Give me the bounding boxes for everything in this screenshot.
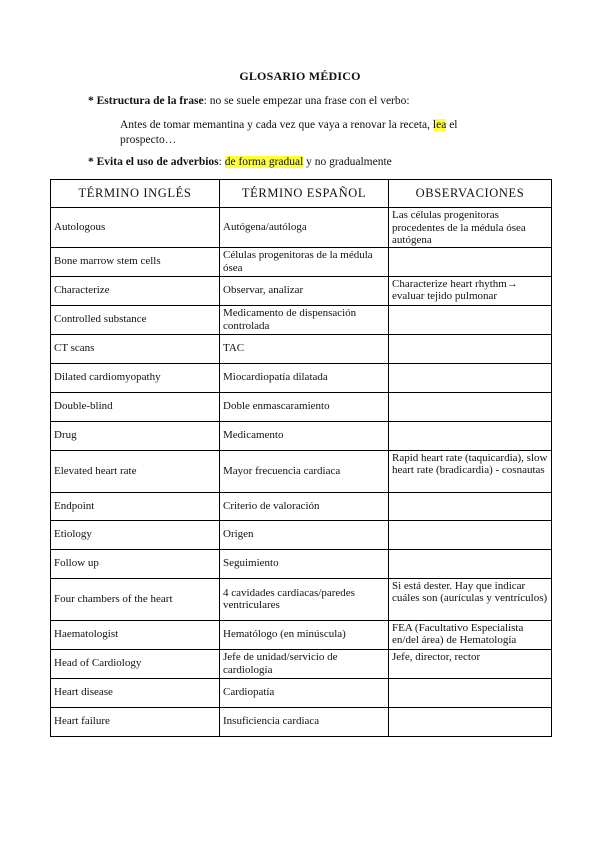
term-english-cell: CT scans bbox=[51, 334, 220, 363]
table-row bbox=[51, 276, 552, 305]
term-english-cell: Drug bbox=[51, 421, 220, 450]
table-row bbox=[51, 392, 552, 421]
term-english-cell: Haematologist bbox=[51, 620, 220, 649]
term-spanish-cell: Observar, analizar bbox=[220, 276, 389, 305]
example-highlight: lea bbox=[432, 119, 447, 131]
header-observations: OBSERVACIONES bbox=[389, 180, 552, 208]
note-label: Evita el uso de adverbios bbox=[96, 156, 219, 168]
note-text: : no se suele empezar una frase con el verbo: bbox=[203, 95, 410, 107]
table-row bbox=[51, 363, 552, 392]
term-english-cell: Elevated heart rate bbox=[51, 450, 220, 492]
term-spanish-cell: Doble enmascaramiento bbox=[220, 392, 389, 421]
table-row bbox=[51, 578, 552, 620]
table-row bbox=[51, 421, 552, 450]
observation-cell: Rapid heart rate (taquicardia), slow heart rate (bradicardia) - cosnautas bbox=[389, 450, 552, 492]
observation-cell bbox=[389, 492, 552, 520]
note-text: y no gradualmente bbox=[303, 156, 392, 168]
table-row bbox=[51, 492, 552, 520]
example-sentence bbox=[120, 118, 490, 148]
term-spanish-cell: Autógena/autóloga bbox=[220, 208, 389, 248]
term-english-cell: Characterize bbox=[51, 276, 220, 305]
observation-cell bbox=[389, 247, 552, 276]
term-english-cell: Etiology bbox=[51, 520, 220, 549]
table-row bbox=[51, 334, 552, 363]
term-english-cell: Heart failure bbox=[51, 707, 220, 736]
example-before: Antes de tomar memantina y cada vez que vaya a renovar la receta, bbox=[120, 119, 433, 131]
note-label: Estructura de la frase bbox=[96, 95, 204, 107]
observation-cell: FEA (Facultativo Especialista en/del área) de Hematología bbox=[389, 620, 552, 649]
header-english-term: TÉRMINO INGLÉS bbox=[51, 180, 220, 208]
observation-cell bbox=[389, 305, 552, 334]
observation-cell: Jefe, director, rector bbox=[389, 649, 552, 678]
observation-cell bbox=[389, 549, 552, 578]
note-colon: : bbox=[218, 156, 225, 168]
glossary-table bbox=[50, 179, 552, 737]
term-spanish-cell: Seguimiento bbox=[220, 549, 389, 578]
table-row bbox=[51, 649, 552, 678]
term-spanish-cell: Medicamento bbox=[220, 421, 389, 450]
table-row bbox=[51, 208, 552, 248]
observation-cell bbox=[389, 707, 552, 736]
table-row bbox=[51, 549, 552, 578]
term-spanish-cell: Origen bbox=[220, 520, 389, 549]
observation-cell bbox=[389, 678, 552, 707]
term-english-cell: Double-blind bbox=[51, 392, 220, 421]
term-spanish-cell: 4 cavidades cardiacas/paredes ventriculares bbox=[220, 578, 389, 620]
term-english-cell: Follow up bbox=[51, 549, 220, 578]
table-header-row bbox=[51, 180, 552, 208]
observation-cell bbox=[389, 421, 552, 450]
term-spanish-cell: TAC bbox=[220, 334, 389, 363]
observation-cell bbox=[389, 392, 552, 421]
term-english-cell: Bone marrow stem cells bbox=[51, 247, 220, 276]
observation-cell bbox=[389, 363, 552, 392]
term-spanish-cell: Medicamento de dispensación controlada bbox=[220, 305, 389, 334]
term-spanish-cell: Criterio de valoración bbox=[220, 492, 389, 520]
term-english-cell: Head of Cardiology bbox=[51, 649, 220, 678]
term-spanish-cell: Cardiopatía bbox=[220, 678, 389, 707]
term-spanish-cell: Mayor frecuencia cardiaca bbox=[220, 450, 389, 492]
header-spanish-term: TÉRMINO ESPAÑOL bbox=[220, 180, 389, 208]
term-spanish-cell: Células progenitoras de la médula ósea bbox=[220, 247, 389, 276]
term-english-cell: Four chambers of the heart bbox=[51, 578, 220, 620]
table-row bbox=[51, 678, 552, 707]
term-spanish-cell: Jefe de unidad/servicio de cardiología bbox=[220, 649, 389, 678]
table-row bbox=[51, 305, 552, 334]
note-sentence-structure bbox=[88, 95, 410, 107]
observation-cell bbox=[389, 334, 552, 363]
note-bullet: * bbox=[88, 95, 94, 107]
example-after: el prospecto… bbox=[120, 119, 458, 146]
table-row bbox=[51, 247, 552, 276]
term-english-cell: Heart disease bbox=[51, 678, 220, 707]
table-row bbox=[51, 620, 552, 649]
table-row bbox=[51, 707, 552, 736]
note-bullet: * bbox=[88, 156, 94, 168]
term-spanish-cell: Miocardiopatía dilatada bbox=[220, 363, 389, 392]
term-spanish-cell: Insuficiencia cardiaca bbox=[220, 707, 389, 736]
note-highlight: de forma gradual bbox=[224, 156, 304, 168]
table-row bbox=[51, 450, 552, 492]
observation-cell bbox=[389, 520, 552, 549]
observation-cell: Si está dester. Hay que indicar cuáles son (aurículas y ventrículos) bbox=[389, 578, 552, 620]
note-adverbs bbox=[88, 156, 392, 168]
document-title: GLOSARIO MÉDICO bbox=[239, 69, 361, 83]
observation-cell: Las células progenitoras procedentes de la médula ósea autógena bbox=[389, 208, 552, 248]
table-row bbox=[51, 520, 552, 549]
observation-cell: Characterize heart rhythm→ evaluar tejido pulmonar bbox=[389, 276, 552, 305]
term-english-cell: Autologous bbox=[51, 208, 220, 248]
term-english-cell: Controlled substance bbox=[51, 305, 220, 334]
term-english-cell: Dilated cardiomyopathy bbox=[51, 363, 220, 392]
term-english-cell: Endpoint bbox=[51, 492, 220, 520]
term-spanish-cell: Hematólogo (en minúscula) bbox=[220, 620, 389, 649]
